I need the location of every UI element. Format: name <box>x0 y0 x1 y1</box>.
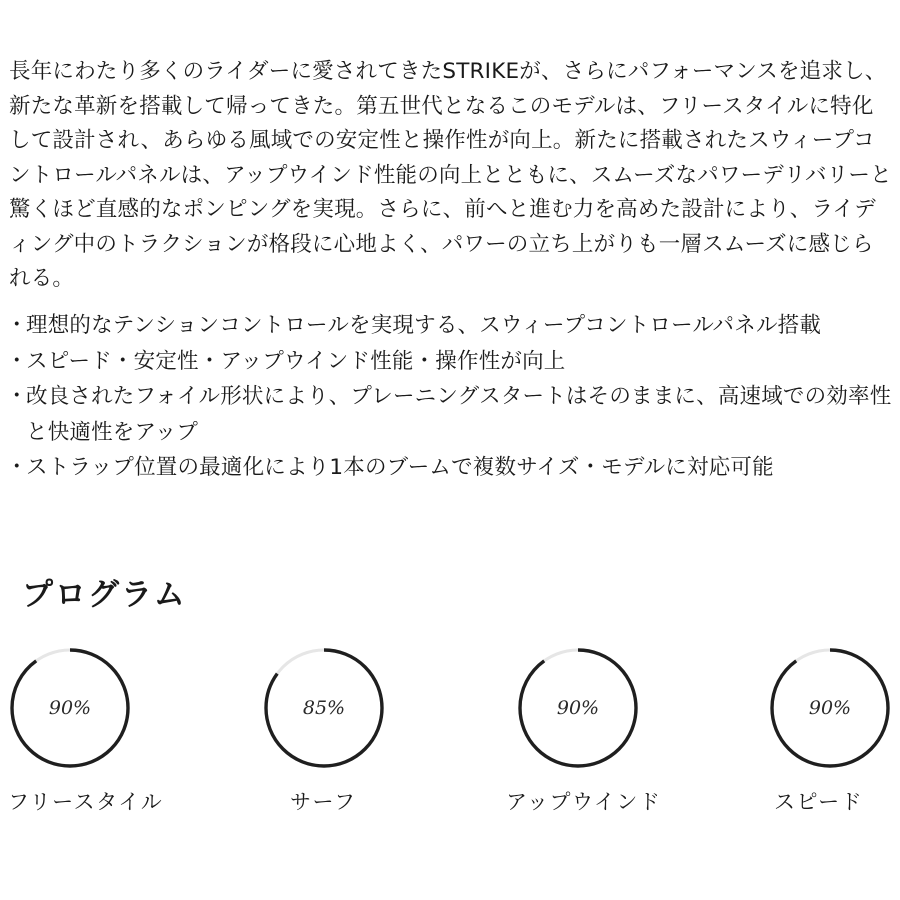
rating-gauge-surf <box>262 646 442 836</box>
rating-gauge-speed <box>768 646 900 836</box>
feature-item <box>6 344 896 380</box>
rating-percent: 90% <box>48 697 92 719</box>
feature-item <box>6 308 896 344</box>
rating-gauge-freestyle <box>8 646 188 836</box>
bullet-glyph: ・ <box>6 384 28 409</box>
program-title: プログラム <box>22 577 187 613</box>
bullet-glyph: ・ <box>6 348 28 374</box>
feature-text: ストラップ位置の最適化により1本のブームで複数サイズ・モデルに対応可能 <box>26 455 774 480</box>
rating-percent: 90% <box>808 697 852 719</box>
feature-text: 改良されたフォイル形状により、プレーニングスタートはそのままに、高速域での効率性と快適性をアップ <box>26 384 892 445</box>
rating-label: フリースタイル <box>8 790 164 814</box>
intro-paragraph: 長年にわたり多くのライダーに愛されてきたSTRIKEが、さらにパフォーマンスを追求し、新たな革新を搭載して帰ってきた。第五世代となるこのモデルは、フリースタイルに特化して設計され、あらゆる風域での安定性と操作性が向上。新たに搭載されたスウィープコントロールパネルは、アップウインド性能の向上とともに、スムーズなパワーデリバリーと驚くほど直感的なポンピングを実現。さらに、前へと進む力を高めた設計により、ライディング中のトラクションが格段に心地よく、パワーの立ち上がりも一層スムーズに感じられる。 <box>9 59 892 291</box>
bullet-glyph: ・ <box>6 313 28 338</box>
feature-text: スピード・安定性・アップウインド性能・操作性が向上 <box>26 348 566 374</box>
rating-percent: 85% <box>302 697 346 719</box>
feature-list <box>6 308 896 486</box>
rating-label: スピード <box>774 790 864 814</box>
bullet-glyph: ・ <box>6 455 28 480</box>
rating-label: サーフ <box>290 790 357 814</box>
rating-percent: 90% <box>556 697 600 719</box>
feature-item <box>6 379 896 450</box>
feature-text: 理想的なテンションコントロールを実現する、スウィープコントロールパネル搭載 <box>26 313 822 338</box>
rating-label: アップウインド <box>506 790 662 814</box>
feature-item <box>6 450 896 486</box>
rating-gauge-upwind <box>506 646 686 836</box>
